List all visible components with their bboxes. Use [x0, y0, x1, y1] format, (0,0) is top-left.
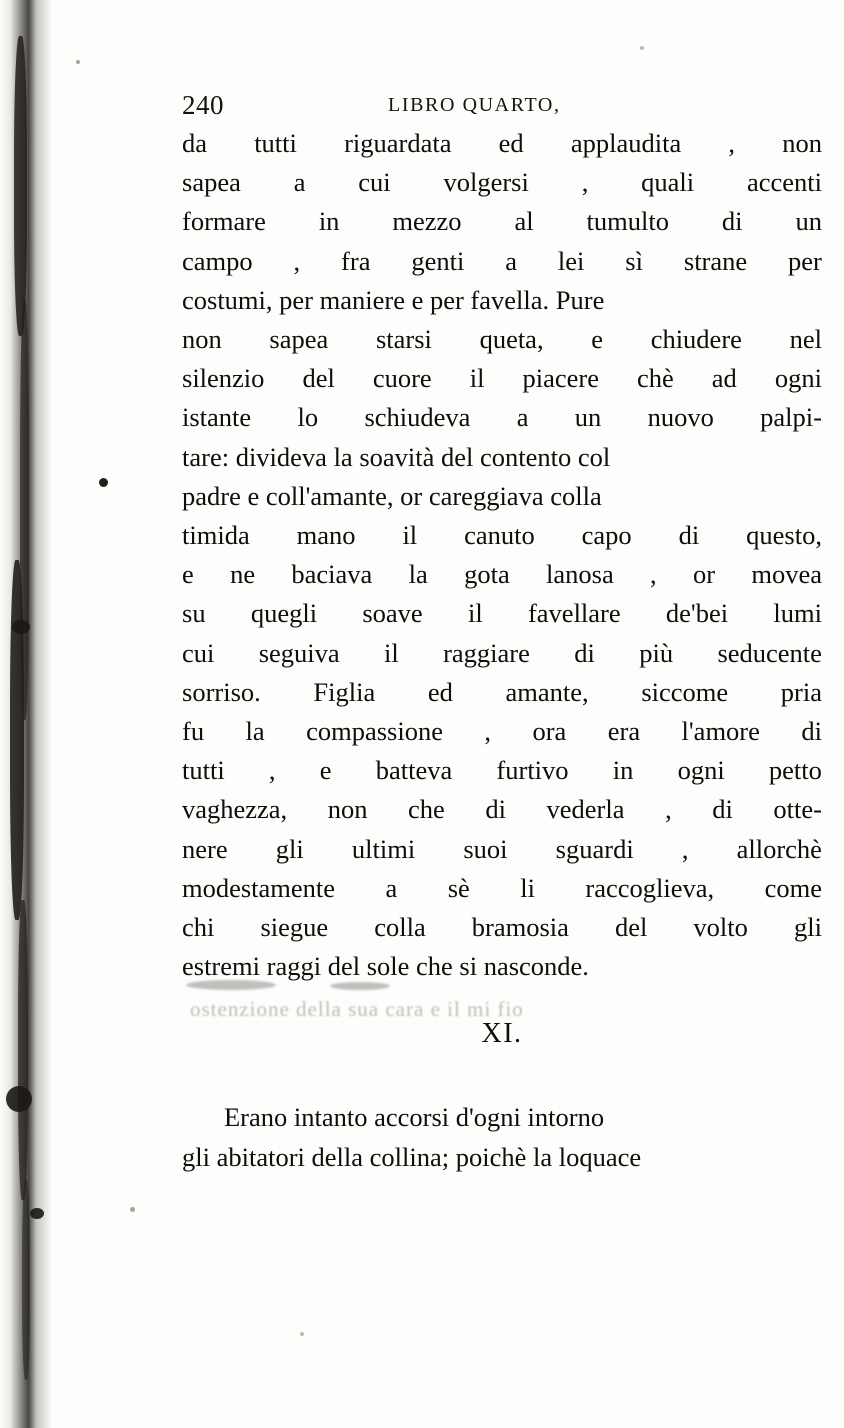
page-text-block: [182, 86, 822, 1177]
text-line: formare in mezzo al tumulto di un: [182, 206, 822, 237]
section-number: XI.: [481, 1018, 523, 1050]
gutter-ink-blob: [6, 1086, 32, 1112]
page-number: 240: [182, 90, 224, 120]
paper-speck: [76, 60, 80, 64]
text-line: cui seguiva il raggiare di più seducente: [182, 637, 822, 668]
text-line: fu la compassione , ora era l'amore di: [182, 716, 822, 747]
text-line: timida mano il canuto capo di questo,: [182, 520, 822, 551]
bleed-through-text: ostenzione della sua cara e il mi fio: [190, 997, 524, 1022]
running-head: LIBRO QUARTO,: [388, 94, 561, 116]
gutter-streak: [22, 1180, 30, 1380]
text-line: modestamente a sè li raccoglieva, come: [182, 872, 822, 903]
section-break: [182, 986, 822, 1098]
text-line: gli abitatori della collina; poichè la loquace: [182, 1141, 642, 1172]
gutter-streak: [10, 560, 24, 920]
text-line: tare: divideva la soavità del contento col: [182, 441, 611, 472]
gutter-streak: [18, 900, 28, 1200]
text-line: silenzio del cuore il piacere chè ad ogni: [182, 363, 822, 394]
gutter-ink-blob: [12, 620, 30, 634]
text-line: istante lo schiudeva a un nuovo palpi-: [182, 402, 822, 433]
text-line: padre e coll'amante, or careggiava colla: [182, 480, 602, 511]
text-line: sapea a cui volgersi , quali accenti: [182, 167, 822, 198]
paragraph-1: [182, 124, 822, 986]
text-line: nere gli ultimi suoi sguardi , allorchè: [182, 833, 822, 864]
ink-smudge: [330, 982, 390, 990]
paper-speck: [99, 478, 108, 487]
paper-speck: [130, 1207, 135, 1212]
gutter-streak: [14, 36, 27, 336]
text-line: campo , fra genti a lei sì strane per: [182, 245, 822, 276]
text-line: non sapea starsi queta, e chiudere nel: [182, 324, 822, 355]
text-line: vaghezza, non che di vederla , di otte-: [182, 794, 822, 825]
gutter-ink-blob: [30, 1208, 44, 1219]
page-header: [182, 86, 822, 124]
text-line: estremi raggi del sole che si nasconde.: [182, 951, 589, 982]
paper-speck: [640, 46, 644, 50]
paper-speck: [300, 1332, 304, 1336]
text-line: costumi, per maniere e per favella. Pure: [182, 284, 605, 315]
ink-smudge: [186, 980, 276, 990]
paragraph-2: [182, 1098, 822, 1176]
text-line: tutti , e batteva furtivo in ogni petto: [182, 755, 822, 786]
text-line: su quegli soave il favellare de'bei lumi: [182, 598, 822, 629]
text-line: chi siegue colla bramosia del volto gli: [182, 912, 822, 943]
text-line: Erano intanto accorsi d'ogni intorno: [224, 1102, 605, 1133]
text-line: sorriso. Figlia ed amante, siccome pria: [182, 676, 822, 707]
text-line: da tutti riguardata ed applaudita , non: [182, 128, 822, 158]
text-line: e ne baciava la gota lanosa , or movea: [182, 559, 822, 590]
